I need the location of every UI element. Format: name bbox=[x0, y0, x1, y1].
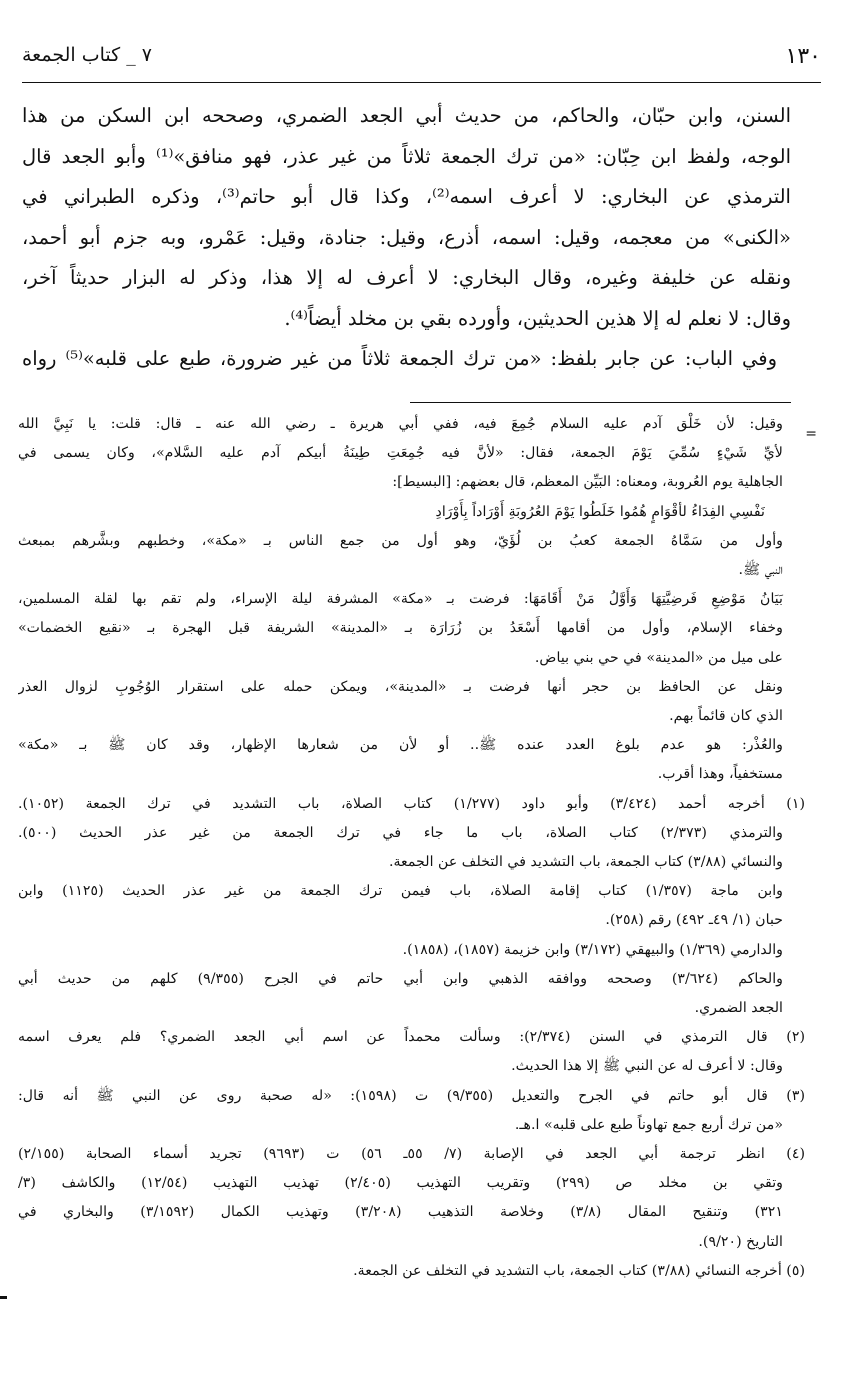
footnote-line: (٤) انظر ترجمة أبي الجعد في الإصابة (٧/ ٥٥ـ ٥٦) ت (٩٦٩٣) تجريد أسماء الصحابة (٢/١٥٥) bbox=[18, 1146, 805, 1163]
main-text-line: وفي الباب: عن جابر بلفظ: «من ترك الجمعة ثلاثاً من غير ضرورة، طبع على قلبه»⁽⁵⁾ رواه bbox=[22, 347, 777, 370]
footnote-separator bbox=[410, 402, 791, 403]
footnote-line: على ميل من «المدينة» في حي بني بياض. bbox=[534, 649, 783, 666]
main-text-line: وقال: لا نعلم له إلا هذين الحديثين، وأورده بقي بن مخلد أيضاً⁽⁴⁾. bbox=[284, 306, 791, 330]
footnote-line: والحاكم (٣/٦٢٤) وصححه ووافقه الذهبي وابن أبي حاتم في الجرح (٩/٣٥٥) كلهم من حديث أبي bbox=[18, 970, 783, 987]
footnote-line: وقيل: لأن خَلْق آدم عليه السلام جُمِعَ فيه، ففي أبي هريرة ـ رضي الله عنه ـ قال: قلت: يا نَبِيَّ الله bbox=[18, 416, 783, 432]
scan-edge-mark bbox=[0, 1296, 7, 1299]
footnote-line: الجعد الضمري. bbox=[694, 1000, 783, 1017]
footnote-line: الذي كان قائماً بهم. bbox=[669, 708, 783, 725]
header-rule bbox=[22, 82, 821, 83]
main-text-line: الوجه، ولفظ ابن حِبّان: «من ترك الجمعة ثلاثاً من غير عذر، فهو منافق»⁽¹⁾ وأبو الجعد قال bbox=[22, 144, 791, 168]
page-header bbox=[22, 38, 821, 78]
footnote-line: والنسائي (٣/٨٨) كتاب الجمعة، باب التشديد في التخلف عن الجمعة. bbox=[388, 854, 783, 871]
footnote-line: بَيَانُ مَوْضِعِ فَرضِيَّتِهَا وَأَوَّلُ مَنْ أَقَامَهَا: فرضت بـ «مكة» المشرفة ليلة الإسراء، ولم تقم بها لقلة المسلمين، bbox=[18, 591, 783, 608]
main-text-line: «الكنى» من معجمه، وقيل: اسمه، أذرع، وقيل: جنادة، وقيل: عَمْرو، وبه جزم أبو أحمد، bbox=[22, 225, 791, 249]
running-title: ٧ _ كتاب الجمعة bbox=[22, 44, 152, 66]
main-text bbox=[22, 96, 791, 380]
footnote-line: (٢) قال الترمذي في السنن (٢/٣٧٤): وسألت محمداً عن اسم أبي الجعد الضمري؟ فلم يعرف اسمه bbox=[18, 1029, 805, 1046]
footnote-line: لأيِّ شَيْءٍ سُمِّيَ يَوْمَ الجمعة، فقال: «لأنَّ فيه جُمِعَتِ طِينَةُ أبيكم آدم عليه السَّلام»، وكان يسمى في bbox=[18, 445, 783, 462]
footnote-line: وخفاء الإسلام، وأول من أقامها أَسْعَدُ بن زُرَارَة بـ «المدينة» الشريفة قبل الهجرة بـ «نقيع الخضمات» bbox=[18, 620, 783, 637]
footnote-line: والترمذي (٢/٣٧٣) كتاب الصلاة، باب ما جاء في ترك الجمعة من غير عذر الحديث (٥٠٠). bbox=[18, 824, 783, 841]
main-text-line: الترمذي عن البخاري: لا أعرف اسمه⁽²⁾، وكذا قال أبو حاتم⁽³⁾، وذكره الطبراني في bbox=[22, 185, 791, 208]
footnote-line: (١) أخرجه أحمد (٣/٤٢٤) وأبو داود (١/٢٧٧) كتاب الصلاة، باب التشديد في ترك الجمعة (١٠٥٢). bbox=[18, 795, 805, 812]
footnote-line: حبان (١/ ٤٩ـ ٤٩٢) رقم (٢٥٨). bbox=[605, 912, 783, 929]
footnote-line: النبي ﷺ. bbox=[738, 562, 783, 579]
page-number: ١٣٠ bbox=[785, 44, 821, 69]
footnote-line: «من ترك أربع جمع تهاوناً طبع على قلبه» ا.هـ. bbox=[514, 1116, 783, 1133]
footnote-line: وأول من سَمَّاهُ الجمعة كعبُ بن لُؤَيّ، وهو أول من جمع الناس بـ «مكة»، وخطبهم وبشَّرهم بمبعث bbox=[18, 532, 783, 549]
main-text-line: السنن، وابن حبّان، والحاكم، من حديث أبي الجعد الضمري، وصححه ابن السكن من هذا bbox=[22, 104, 791, 127]
footnote-line: (٥) أخرجه النسائي (٣/٨٨) كتاب الجمعة، باب التشديد في التخلف عن الجمعة. bbox=[353, 1262, 805, 1279]
footnote-line: والدارمي (١/٣٦٩) والبيهقي (٣/١٧٢) وابن خزيمة (١٨٥٧)، (١٨٥٨). bbox=[402, 941, 783, 958]
poem-verse: نَفْسِي الفِدَاءُ لأقْوَامٍ هُمُوا خَلَطُوا يَوْمَ العُرُوبَةِ أَوْرَاداً بِأَوْرَادِ bbox=[435, 503, 765, 520]
footnote-line: التاريخ (٩/٢٠). bbox=[698, 1233, 783, 1250]
continuation-mark: = bbox=[805, 426, 817, 442]
footnote-line: وقال: لا أعرف له عن النبي ﷺ إلا هذا الحديث. bbox=[511, 1058, 783, 1075]
footnote-line: الجاهلية يوم العُروبة، ومعناه: البَيِّن المعظم، قال بعضهم: [البسيط]: bbox=[392, 474, 783, 491]
footnote-line: (٣) قال أبو حاتم في الجرح والتعديل (٩/٣٥٥) ت (١٥٩٨): «له صحبة روى عن النبي ﷺ أنه قال: bbox=[18, 1087, 805, 1104]
footnotes bbox=[18, 410, 805, 1286]
footnote-line: ٣٢١) وتنقيح المقال (٣/٨) وخلاصة التذهيب (٣/٢٠٨) وتهذيب الكمال (٣/١٥٩٢) والبخاري في bbox=[18, 1204, 784, 1221]
footnote-line: ونقل عن الحافظ بن حجر أنها فرضت بـ «المدينة»، ويمكن حمله على استقرار الوُجُوبِ لزوال العذر bbox=[18, 678, 783, 695]
footnote-line: والعُذْر: هو عدم بلوغ العدد عنده ﷺ.. أو لأن من شعارها الإظهار، وقد كان ﷺ بـ «مكة» bbox=[18, 737, 783, 754]
main-text-line: ونقله عن خليفة وغيره، وقال البخاري: لا أعرف له إلا هذا، وذكر له البزار حديثاً آخر، bbox=[22, 266, 791, 289]
footnote-line: مستخفياً، وهذا أقرب. bbox=[657, 766, 783, 783]
footnote-line: وتقي بن مخلد ص (٢٩٩) وتقريب التهذيب (٢/٤٠٥) تهذيب التهذيب (١٢/٥٤) والكاشف (٣/ bbox=[18, 1175, 784, 1192]
footnote-line: وابن ماجة (١/٣٥٧) كتاب إقامة الصلاة، باب فيمن ترك الجمعة من غير عذر الحديث (١١٢٥) وابن bbox=[18, 883, 783, 900]
